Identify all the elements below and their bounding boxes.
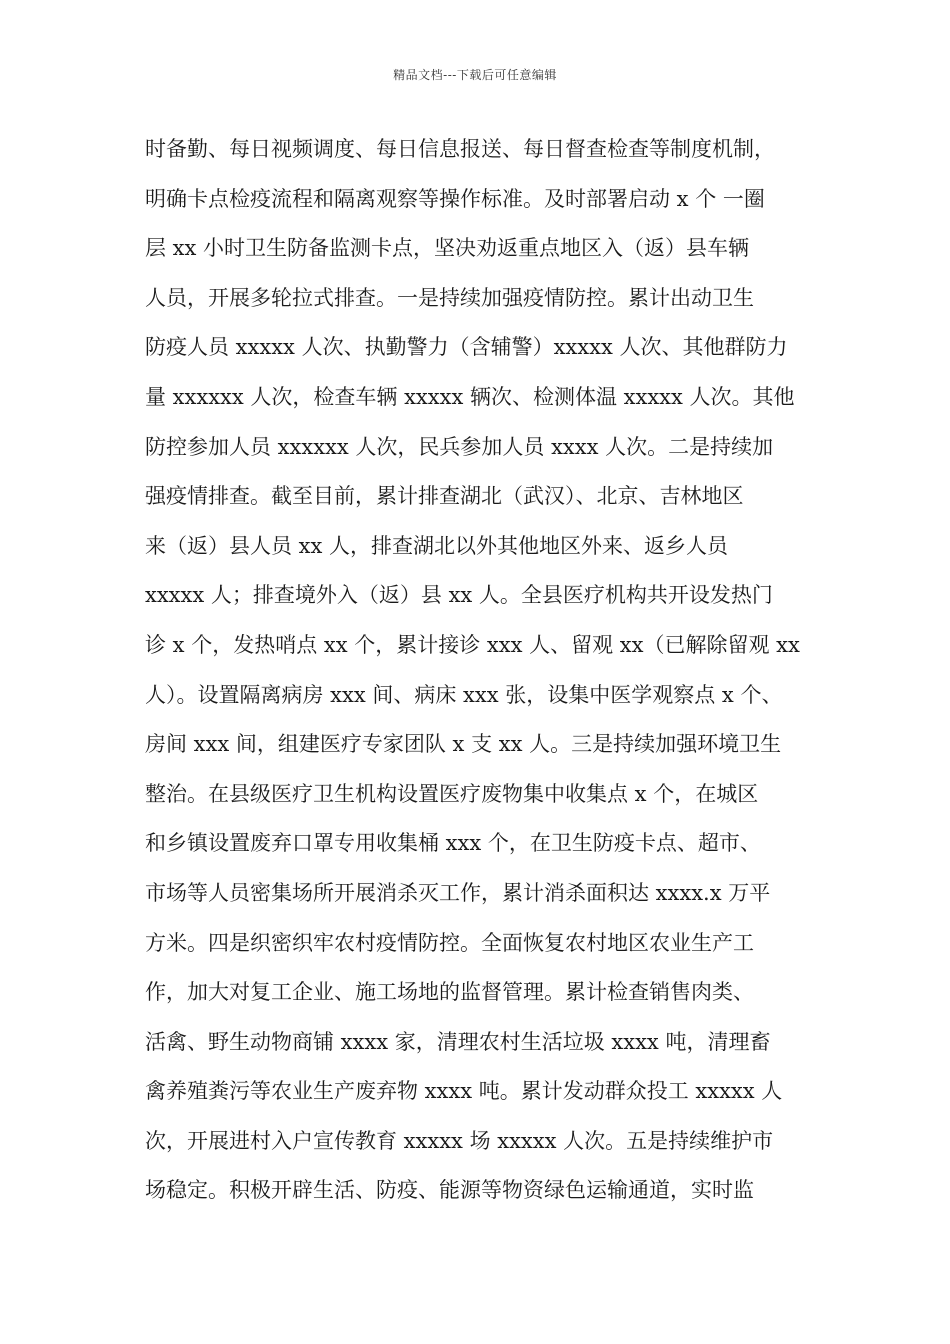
text-line: 方米。四是织密织牢农村疫情防控。全面恢复农村地区农业生产工: [145, 930, 754, 955]
text-line: 明确卡点检疫流程和隔离观察等操作标准。及时部署启动 x 个 一圈: [145, 186, 765, 211]
text-line: 市场等人员密集场所开展消杀灭工作，累计消杀面积达 xxxx.x 万平: [145, 880, 771, 905]
text-line: 人）。设置隔离病房 xxx 间、病床 xxx 张，设集中医学观察点 x 个、: [145, 682, 783, 707]
text-line: 禽养殖粪污等农业生产废弃物 xxxx 吨。累计发动群众投工 xxxxx 人: [145, 1079, 783, 1104]
text-line: 诊 x 个，发热哨点 xx 个，累计接诊 xxx 人、留观 xx（已解除留观 xx: [145, 632, 800, 657]
text-line: 时备勤、每日视频调度、每日信息报送、每日督查检查等制度机制，: [145, 137, 775, 161]
text-line: 来（返）县人员 xx 人，排查湖北以外其他地区外来、返乡人员: [145, 533, 729, 558]
text-line: 场稳定。积极开辟生活、防疫、能源等物资绿色运输通道，实时监: [145, 1178, 754, 1203]
text-line: 房间 xxx 间，组建医疗专家团队 x 支 xx 人。三是持续加强环境卫生: [145, 732, 782, 757]
text-line: 次，开展进村入户宣传教育 xxxxx 场 xxxxx 人次。五是持续维护市: [145, 1128, 774, 1153]
text-line: 活禽、野生动物商铺 xxxx 家，清理农村生活垃圾 xxxx 吨，清理畜: [145, 1029, 771, 1054]
text-line: 量 xxxxxx 人次，检查车辆 xxxxx 辆次、检测体温 xxxxx 人次。其他: [145, 384, 795, 409]
text-line: 作，加大对复工企业、施工场地的监督管理。累计检查销售肉类、: [145, 980, 754, 1005]
text-line: 防控参加人员 xxxxxx 人次，民兵参加人员 xxxx 人次。二是持续加: [145, 434, 774, 459]
text-line: 人员，开展多轮拉式排查。一是持续加强疫情防控。累计出动卫生: [145, 285, 754, 310]
text-line: xxxxx 人；排查境外入（返）县 xx 人。全县医疗机构共开设发热门: [145, 583, 773, 608]
text-line: 整治。在县级医疗卫生机构设置医疗废物集中收集点 x 个，在城区: [145, 781, 759, 806]
text-line: 强疫情排查。截至目前，累计排查湖北（武汉）、北京、吉林地区: [145, 484, 744, 509]
text-line: 防疫人员 xxxxx 人次、执勤警力（含辅警）xxxxx 人次、其他群防力: [145, 335, 788, 360]
text-line: 层 xx 小时卫生防备监测卡点，坚决劝返重点地区入（返）县车辆: [145, 236, 750, 261]
document-body: [145, 129, 845, 1220]
page-header: 精品文档---下载后可任意编辑: [393, 68, 557, 82]
text-line: 和乡镇设置废弃口罩专用收集桶 xxx 个，在卫生防疫卡点、超市、: [145, 831, 761, 856]
